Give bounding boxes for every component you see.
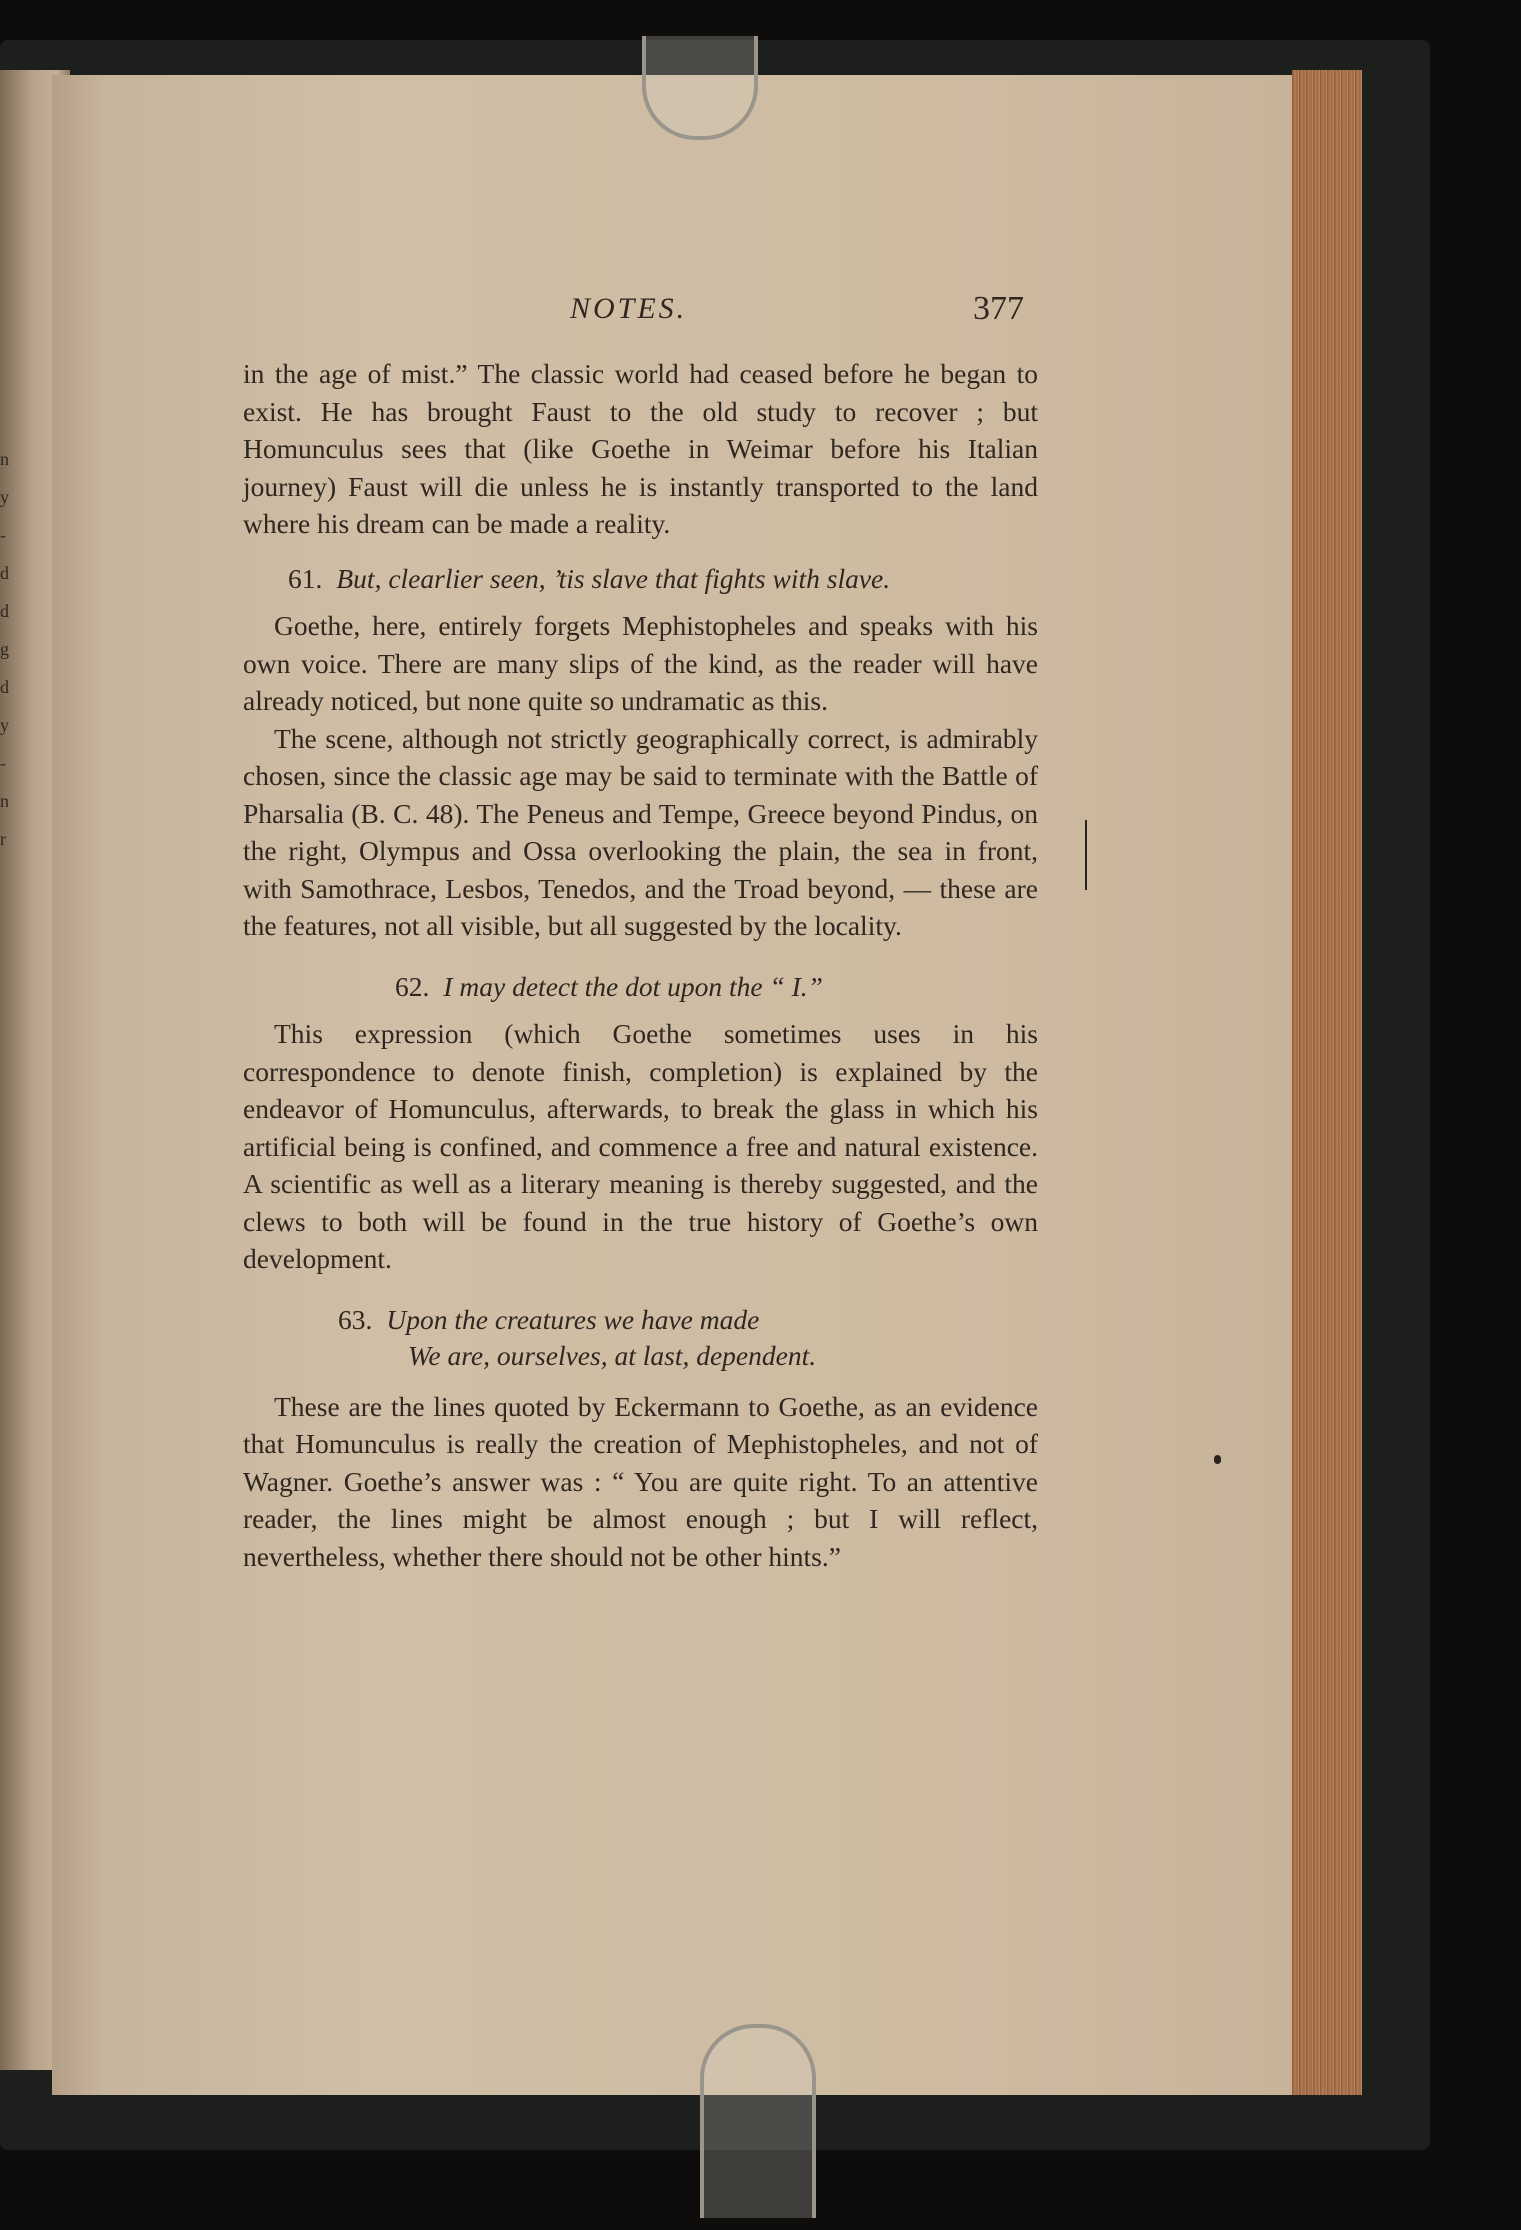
note-62-paragraph-1: This expression (which Goethe sometimes uses in his correspondence to denote finish, completion) is explained by the endeavor of Homunculus, afterwards, to break the glass in which his artificial being is confined, and commence a free and natural existence. A scientific as well as a literary meaning is thereby suggested, and the clews to both will be found in the true history of Goethe’s own development. — [243, 1018, 1038, 1274]
page-body — [243, 355, 1038, 1575]
note-63-paragraph-1: These are the lines quoted by Eckermann to Goethe, as an evidence that Homunculus is really the creation of Mephistopheles, and not of Wagner. Goethe’s answer was : “ You are quite right. To an attentive reader, the lines might be almost enough ; but I will reflect, nevertheless, whether there should not be other hints.” — [243, 1390, 1038, 1572]
note-61-heading — [243, 560, 1038, 598]
note-62-heading — [243, 968, 1038, 1006]
page-number: 377 — [973, 290, 1024, 327]
note-quote-line-2: We are, ourselves, at last, dependent. — [408, 1339, 817, 1371]
margin-pencil-mark — [1085, 820, 1087, 890]
page-clip-bottom — [700, 2024, 816, 2218]
note-61-paragraph-2: The scene, although not strictly geographically correct, is admirably chosen, since the classic age may be said to terminate with the Battle of Pharsalia (B. C. 48). The Peneus and Tempe, Greece beyond Pindus, on the right, Olympus and Ossa overlooking the plain, the sea in front, with Samothrace, Lesbos, Tenedos, and the Troad beyond, — these are the features, not all visible, but all suggested by the locality. — [243, 722, 1038, 941]
margin-dot — [1214, 1455, 1221, 1464]
running-head: NOTES. — [570, 292, 688, 325]
note-61-paragraph-1: Goethe, here, entirely forgets Mephistopheles and speaks with his own voice. There are many slips of the kind, as the reader will have already noticed, but none quite so undramatic as this. — [243, 610, 1038, 716]
continuation-paragraph: in the age of mist.” The classic world had ceased before he began to exist. He has brought Faust to the old study to recover ; but Homunculus sees that (like Goethe in Weimar before his Italian journey) Faust will die unless he is instantly transported to the land where his dream can be made a reality. — [243, 358, 1038, 539]
page-edges — [1292, 70, 1362, 2095]
page-clip-top — [642, 36, 758, 140]
note-number: 63. — [338, 1303, 373, 1335]
page-header — [0, 292, 1521, 332]
note-number: 61. — [288, 562, 323, 594]
note-number: 62. — [395, 970, 430, 1002]
note-63-heading — [243, 1302, 1038, 1374]
note-quote-line-1: Upon the creatures we have made — [386, 1303, 760, 1335]
note-quote: But, clearlier seen, ’tis slave that fights with slave. — [336, 562, 891, 594]
note-quote: I may detect the dot upon the “ I.” — [443, 970, 823, 1002]
facing-page-text-fragments: n y - d d g d y - n r — [0, 449, 9, 849]
